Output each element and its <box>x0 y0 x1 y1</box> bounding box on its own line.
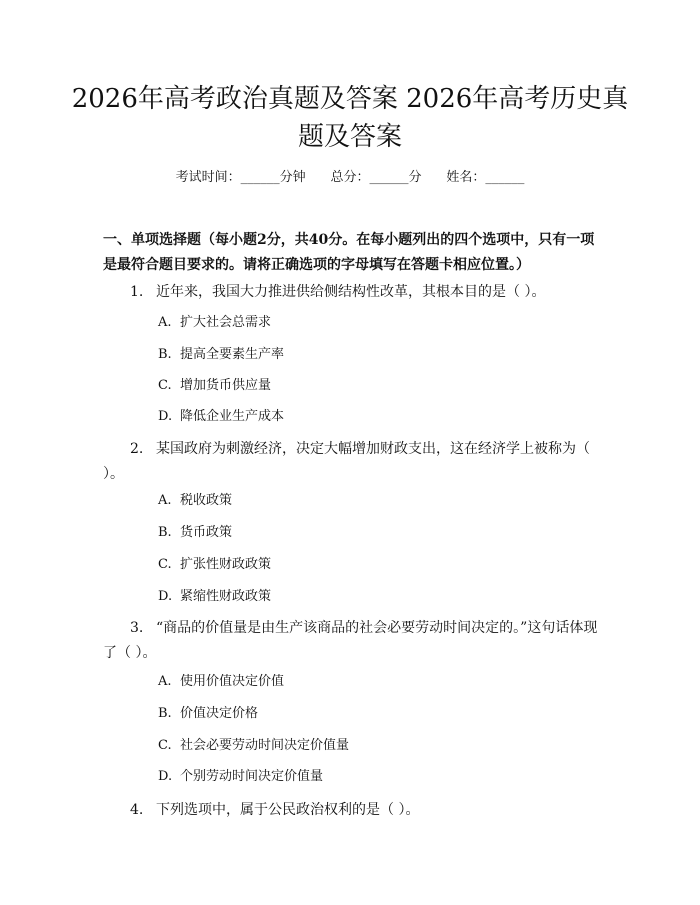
question-4 <box>103 798 598 823</box>
option-text: 税收政策 <box>180 493 233 508</box>
option-letter: B. <box>158 347 172 362</box>
option-text: 增加货币供应量 <box>180 378 272 393</box>
question-3-option-c <box>158 736 578 756</box>
option-text: 个别劳动时间决定价值量 <box>180 769 324 784</box>
question-1-option-b <box>158 345 578 365</box>
question-number: 1. <box>130 284 144 300</box>
question-1-option-a <box>158 313 578 333</box>
option-letter: A. <box>158 315 172 330</box>
question-1-option-d <box>158 407 578 427</box>
option-text: 降低企业生产成本 <box>180 409 285 424</box>
section-heading: 一、单项选择题（每小题2分，共40分。在每小题列出的四个选项中，只有一项是最符合题目要求的。请将正确选项的字母填写在答题卡相应位置。） <box>103 232 595 273</box>
score-unit: 分 <box>408 170 422 185</box>
question-text: 某国政府为刺激经济，决定大幅增加财政支出，这在经济学上被称为（ ）。 <box>103 441 590 482</box>
option-letter: B. <box>158 706 172 721</box>
option-letter: C. <box>158 557 172 572</box>
question-3-option-d <box>158 767 578 787</box>
question-2-option-d <box>158 587 578 607</box>
option-text: 使用价值决定价值 <box>180 674 285 689</box>
question-3-option-a <box>158 672 578 692</box>
question-text: 近年来，我国大力推进供给侧结构性改革，其根本目的是（ ）。 <box>156 284 546 300</box>
option-letter: D. <box>158 589 173 604</box>
question-number: 3. <box>130 620 144 636</box>
name-blank: ______ <box>485 170 525 185</box>
document-title: 2026年高考政治真题及答案 2026年高考历史真题及答案 <box>71 84 629 152</box>
question-2-option-b <box>158 523 578 543</box>
option-text: 社会必要劳动时间决定价值量 <box>180 738 350 753</box>
question-2-option-a <box>158 491 578 511</box>
option-text: 扩张性财政政策 <box>180 557 272 572</box>
option-letter: A. <box>158 493 172 508</box>
score-blank: ______ <box>369 170 409 185</box>
name-label: 姓名： <box>446 170 486 185</box>
question-1 <box>103 280 598 305</box>
question-text: 下列选项中，属于公民政治权利的是（ ）。 <box>156 802 420 818</box>
option-letter: C. <box>158 738 172 753</box>
option-letter: B. <box>158 525 172 540</box>
time-label: 考试时间： <box>175 170 241 185</box>
option-text: 扩大社会总需求 <box>180 315 272 330</box>
option-text: 紧缩性财政政策 <box>180 589 272 604</box>
time-blank: ______ <box>240 170 280 185</box>
question-text: “商品的价值量是由生产该商品的社会必要劳动时间决定的。”这句话体现了（ ）。 <box>103 620 598 661</box>
question-1-option-c <box>158 376 578 396</box>
option-letter: D. <box>158 769 173 784</box>
time-unit: 分钟 <box>279 170 306 185</box>
option-letter: D. <box>158 409 173 424</box>
question-3-option-b <box>158 704 578 724</box>
option-text: 货币政策 <box>180 525 233 540</box>
option-text: 价值决定价格 <box>180 706 259 721</box>
question-3 <box>103 616 598 666</box>
question-number: 2. <box>130 441 144 457</box>
option-letter: A. <box>158 674 172 689</box>
option-letter: C. <box>158 378 172 393</box>
question-2 <box>103 437 598 487</box>
question-2-option-c <box>158 555 578 575</box>
score-label: 总分： <box>330 170 370 185</box>
exam-meta <box>0 168 700 188</box>
option-text: 提高全要素生产率 <box>180 347 285 362</box>
question-number: 4. <box>130 802 144 818</box>
